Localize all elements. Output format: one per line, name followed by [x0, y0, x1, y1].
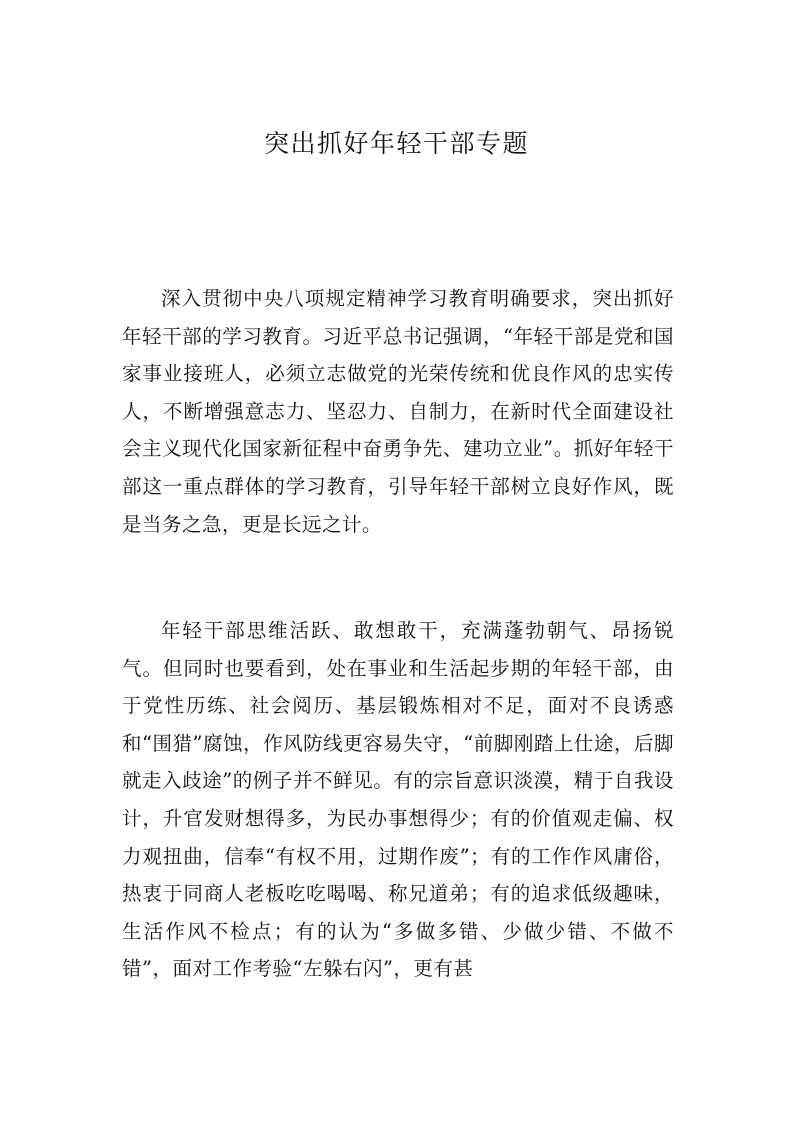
document-title: 突出抓好年轻干部专题 [263, 129, 529, 158]
paragraph-1: 深入贯彻中央八项规定精神学习教育明确要求，突出抓好年轻干部的学习教育。习近平总书记强调，“年轻干部是党和国家事业接班人，必须立志做党的光荣传统和优良作风的忠实传人，不断增强意志力、坚忍力、自制力，在新时代全面建设社会主义现代化国家新征程中奋勇争先、建功立业”。抓好年轻干部这一重点群体的学习教育，引导年轻干部树立良好作风，既是当务之急，更是长远之计。 [122, 287, 674, 536]
paragraph-2: 年轻干部思维活跃、敢想敢干，充满蓬勃朝气、昂扬锐气。但同时也要看到，处在事业和生活起步期的年轻干部，由于党性历练、社会阅历、基层锻炼相对不足，面对不良诱惑和“围猎”腐蚀，作风防线更容易失守，“前脚刚踏上仕途，后脚就走入歧途”的例子并不鲜见。有的宗旨意识淡漠，精于自我设计，升官发财想得多，为民办事想得少；有的价值观走偏、权力观扭曲，信奉“有权不用，过期作废”；有的工作作风庸俗，热衷于同商人老板吃吃喝喝、称兄道弟；有的追求低级趣味，生活作风不检点；有的认为“多做多错、少做少错、不做不错”，面对工作考验“左躲右闪”，更有甚 [122, 619, 674, 981]
